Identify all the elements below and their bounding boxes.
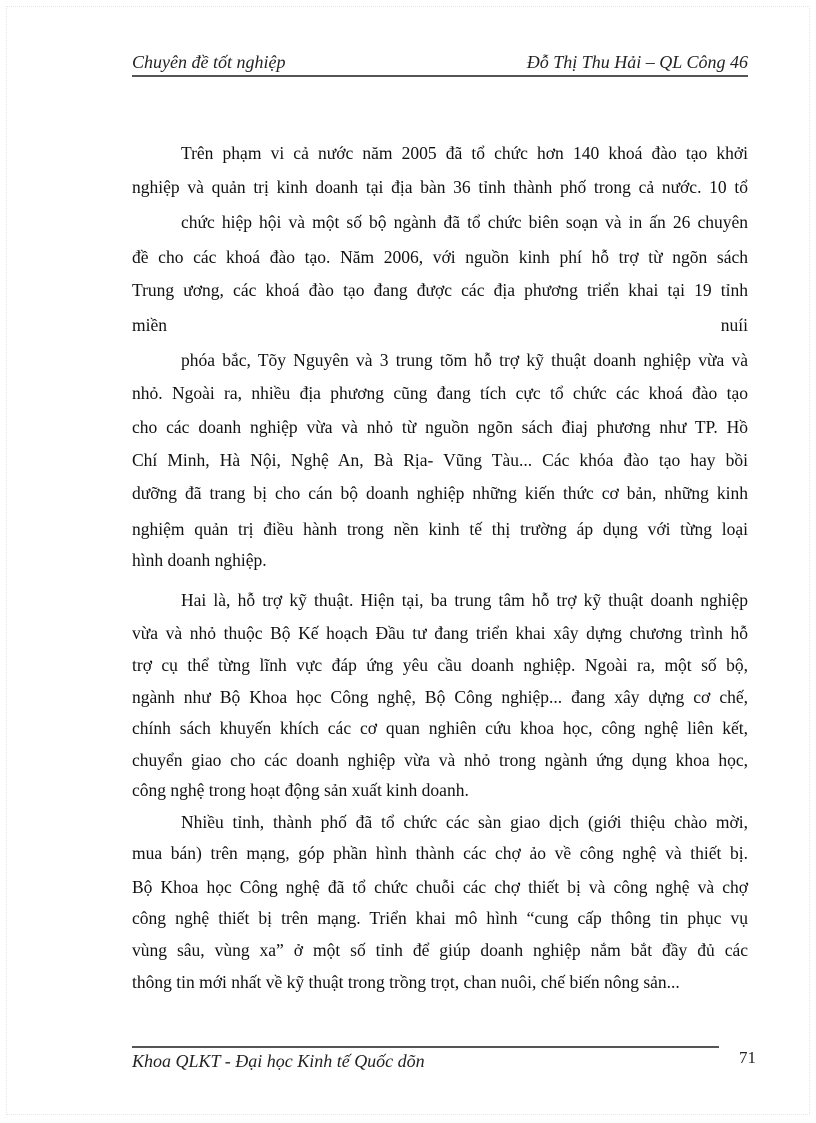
text-line: chuyển giao cho các doanh nghiệp vừa và nhỏ trong ngành ứng dụng khoa học,	[132, 750, 748, 770]
header-rule	[132, 75, 748, 77]
page-number: 71	[739, 1048, 756, 1067]
text-line: thông tin mới nhất về kỹ thuật trong trồng trọt, chan nuôi, chế biến nông sản...	[132, 972, 680, 992]
text-line: hình doanh nghiệp.	[132, 550, 267, 570]
text-line: Trung ương, các khoá đào tạo đang được các địa phương triển khai tại 19 tỉnh	[132, 280, 748, 300]
footer-left: Khoa QLKT - Đại học Kinh tế Quốc dõn	[132, 1051, 425, 1071]
footer-rule	[132, 1046, 719, 1048]
text-line: cho các doanh nghiệp vừa và nhỏ từ nguồn ngõn sách điaj phương như TP. Hồ	[132, 417, 748, 437]
header-left: Chuyên đề tốt nghiệp	[132, 52, 286, 72]
text-line: ngành như Bộ Khoa học Công nghệ, Bộ Công nghiệp... đang xây dựng cơ chế,	[132, 687, 748, 707]
text-line: mua bán) trên mạng, góp phần hình thành các chợ ảo về công nghệ và thiết bị.	[132, 843, 748, 863]
text-line: Hai là, hỗ trợ kỹ thuật. Hiện tại, ba trung tâm hỗ trợ kỹ thuật doanh nghiệp	[181, 590, 748, 610]
text-line: chức hiệp hội và một số bộ ngành đã tổ chức biên soạn và in ấn 26 chuyên	[181, 212, 748, 232]
text-line: Chí Minh, Hà Nội, Nghệ An, Bà Rịa- Vũng Tàu... Các khóa đào tạo hay bồi	[132, 450, 748, 470]
text-line: trợ cụ thể từng lĩnh vực đáp ứng yêu cầu doanh nghiệp. Ngoài ra, một số bộ,	[132, 655, 748, 675]
text-line: nghiệm quản trị điều hành trong nền kinh tế thị trường áp dụng với từng loại	[132, 519, 748, 539]
header-right: Đỗ Thị Thu Hải – QL Công 46	[526, 52, 748, 72]
text-line: nghiệp và quản trị kinh doanh tại địa bàn 36 tỉnh thành phố trong cả nước. 10 tổ	[132, 177, 748, 197]
text-line: Nhiều tỉnh, thành phố đã tổ chức các sàn giao dịch (giới thiệu chào mời,	[181, 812, 748, 832]
text-line: dưỡng đã trang bị cho cán bộ doanh nghiệp những kiến thức cơ bản, những kinh	[132, 483, 748, 503]
text-line: công nghệ trong hoạt động sản xuất kinh doanh.	[132, 780, 469, 800]
text-line: Bộ Khoa học Công nghệ đã tổ chức chuỗi các chợ thiết bị và công nghệ và chợ	[132, 877, 748, 897]
text-line: vùng sâu, vùng xa” ở một số tỉnh để giúp doanh nghiệp nắm bắt đầy đủ các	[132, 940, 748, 960]
text-line: nhỏ. Ngoài ra, nhiều địa phương cũng đang tích cực tổ chức các khoá đào tạo	[132, 383, 748, 403]
text-line: vừa và nhỏ thuộc Bộ Kế hoạch Đầu tư đang triển khai xây dựng chương trình hỗ	[132, 623, 748, 643]
text-line: chính sách khuyến khích các cơ quan nghiên cứu khoa học, công nghệ liên kết,	[132, 718, 748, 738]
text-line: công nghệ thiết bị trên mạng. Triển khai mô hình “cung cấp thông tin phục vụ	[132, 908, 748, 928]
text-line: Trên phạm vi cả nước năm 2005 đã tổ chức hơn 140 khoá đào tạo khởi	[181, 143, 748, 163]
text-line: đề cho các khoá đào tạo. Năm 2006, với nguồn kinh phí hỗ trợ từ ngõn sách	[132, 247, 748, 267]
text-line: miền nuíi	[132, 315, 748, 335]
text-line: phóa bắc, Tõy Nguyên và 3 trung tõm hỗ trợ kỹ thuật doanh nghiệp vừa và	[181, 350, 748, 370]
